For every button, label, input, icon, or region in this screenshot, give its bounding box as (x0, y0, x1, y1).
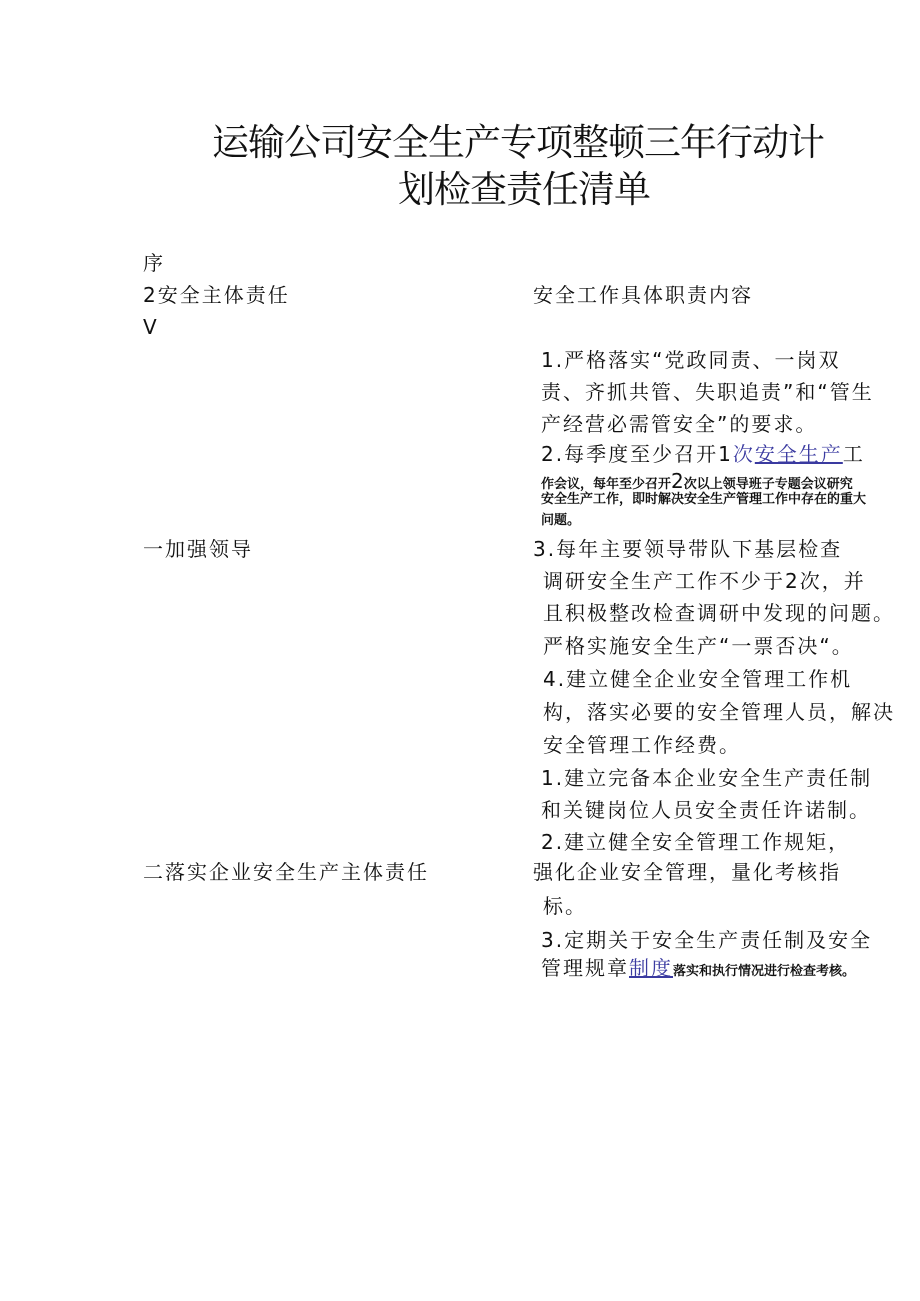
s2-item3-line1: 3.定期关于安全生产责任制及安全 (541, 928, 873, 952)
item3-line1: 3.每年主要领导带队下基层检查 (533, 537, 843, 561)
item2-small-line3: 问题。 (541, 513, 581, 528)
item3-line3: 且积极整改检查调研中发现的问题。 (543, 601, 895, 625)
item1-line3: 产经营必需管安全”的要求。 (541, 412, 818, 436)
s2-item2-line1: 2.建立健全安全管理工作规矩， (541, 830, 851, 854)
s2-item3-line2 (541, 958, 855, 978)
item2-small-num: 2 (671, 469, 684, 493)
item4-line1: 4.建立健全企业安全管理工作机 (543, 667, 853, 691)
item1-line1: 1.严格落实“党政同责、一岗双 (541, 348, 841, 372)
section2-label: 二落实企业安全生产主体责任 (143, 860, 429, 884)
item2-text-b: 工 (842, 442, 865, 466)
header-col-content: 安全工作具体职责内容 (533, 283, 753, 307)
item2-link-safety[interactable]: 安全生产 (754, 442, 843, 466)
item2-small-line1 (541, 471, 853, 491)
item2-small-line2: 安全生产工作，即时解决安全生产管理工作中存在的重大 (541, 492, 867, 507)
item2-small-a: 作会议，每年至少召开 (541, 477, 672, 492)
header-mark: V (143, 315, 159, 339)
item4-line3: 安全管理工作经费。 (543, 733, 741, 757)
s2-item3-text-b: 落实和执行情况进行检查考核。 (673, 964, 856, 979)
item2-line1 (541, 444, 865, 464)
header-seq: 序 (143, 251, 165, 275)
item2-link-ci[interactable]: 次 (732, 442, 755, 466)
item2-text-a: 2.每季度至少召开1 (541, 442, 733, 466)
item2-small-c: 次以上领导班子专题会议研究 (683, 477, 853, 492)
page-title-line1: 运输公司安全生产专项整顿三年行动计 (212, 121, 824, 164)
s2-item3-text-a: 管理规章 (541, 956, 629, 980)
section1-label: 一加强领导 (143, 537, 253, 561)
header-col-main: 2安全主体责任 (143, 283, 290, 307)
s2-item1-line1: 1.建立完备本企业安全生产责任制 (541, 766, 873, 790)
item3-line2: 调研安全生产工作不少于2次，并 (543, 569, 866, 593)
page-title-line2: 划检查责任清单 (398, 168, 650, 211)
s2-item1-line2: 和关键岗位人员安全责任许诺制。 (541, 798, 871, 822)
item3-line4: 严格实施安全生产“一票否决“。 (543, 634, 854, 658)
s2-item2-line2: 强化企业安全管理，量化考核指 (533, 860, 841, 884)
s2-item2-line3: 标。 (543, 894, 587, 918)
item1-line2: 责、齐抓共管、失职追责”和“管生 (541, 380, 874, 404)
s2-item3-link-zhidu[interactable]: 制度 (629, 956, 673, 980)
item4-line2: 构，落实必要的安全管理人员，解决 (543, 700, 895, 724)
